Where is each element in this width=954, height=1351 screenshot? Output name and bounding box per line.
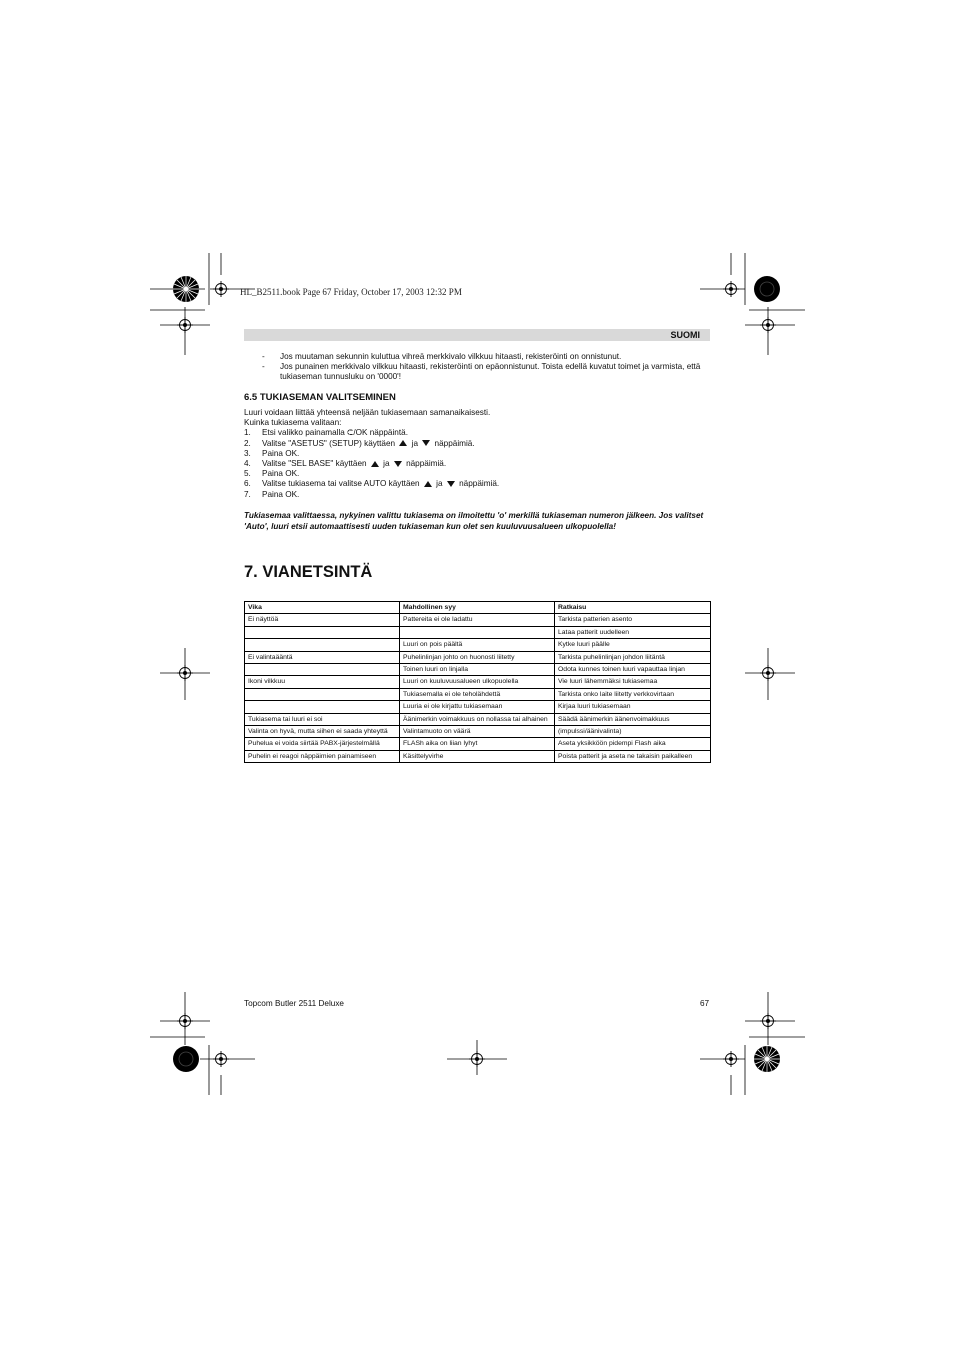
table-row [245,701,711,713]
table-cell: Aseta yksikköön pidempi Flash aika [555,738,711,750]
table-cell: Valinta on hyvä, mutta siihen ei saada yhteyttä [245,726,400,738]
table-cell: Tarkista puhelinlinjan johdon liitäntä [555,651,711,663]
table-row [245,713,711,725]
table-cell [400,626,555,638]
table-row [245,750,711,762]
table-cell: Poista patterit ja aseta ne takaisin paikalleen [555,750,711,762]
step-7: 7. Paina OK. [244,489,300,499]
bullet-text: Jos punainen merkkivalo vilkkuu hitaasti, rekisteröinti on epäonnistunut. Toista edellä kuvatut toimet ja varmista, että tukiaseman tunnusluku on '0000'! [280,362,701,382]
step-1: 1. Etsi valikko painamalla ⮈/OK näppäintä. [244,428,408,438]
chapter-heading: 7. VIANETSINTÄ [244,563,373,581]
table-cell: Äänimerkin voimakkuus on nollassa tai alhainen [400,713,555,725]
table-cell: Säädä äänimerkin äänenvoimakkuus [555,713,711,725]
table-row [245,676,711,688]
table-cell: Luuri on pois päältä [400,639,555,651]
down-arrow-icon [422,440,430,446]
up-arrow-icon [371,461,379,467]
section-heading: 6.5 TUKIASEMAN VALITSEMINEN [244,392,396,403]
table-cell: Kirjaa luuri tukiasemaan [555,701,711,713]
table-cell: (impulssi/äänivalinta) [555,726,711,738]
page-number: 67 [700,999,710,1008]
table-cell: Tarkista onko laite liitetty verkkovirtaan [555,688,711,700]
table-cell: Luuri on kuuluvuusalueen ulkopuolella [400,676,555,688]
table-row [245,664,711,676]
troubleshooting-table [244,601,711,763]
table-row [245,651,711,663]
table-cell: Pattereita ei ole ladattu [400,614,555,626]
table-cell: Valintamuoto on väärä [400,726,555,738]
table-cell: Vie luuri lähemmäksi tukiasemaa [555,676,711,688]
bullet-text: Jos muutaman sekunnin kuluttua vihreä merkkivalo vilkkuu hitaasti, rekisteröinti on onnistunut. [280,352,622,361]
table-cell [245,639,400,651]
table-row [245,738,711,750]
table-cell: Luuria ei ole kirjattu tukiasemaan [400,701,555,713]
table-cell: Ei valintaääntä [245,651,400,663]
note-text: Tukiasemaa valittaessa, nykyinen valittu tukiasema on ilmoitettu 'o' merkillä tukiaseman numeron jälkeen. Jos valitset 'Auto', luuri etsii automaattisesti uuden tukiaseman kun olet sen kuuluvuusalueen ulkopuolella! [244,511,704,531]
table-row [245,626,711,638]
table-cell [245,626,400,638]
column-header: Ratkaisu [555,602,711,614]
table-cell: Tarkista patterien asento [555,614,711,626]
table-cell: Puhelin ei reagoi näppäimien painamiseen [245,750,400,762]
table-row [245,639,711,651]
up-arrow-icon [399,440,407,446]
table-cell: Puhelua ei voida siirtää PABX-järjestelmällä [245,738,400,750]
table-cell: Ei näyttöä [245,614,400,626]
down-arrow-icon [447,481,455,487]
table-row [245,614,711,626]
print-header: HL_B2511.book Page 67 Friday, October 17, 2003 12:32 PM [240,287,462,297]
language-bar [244,329,710,341]
table-row [245,726,711,738]
column-header: Vika [245,602,400,614]
table-cell: Kytke luuri päälle [555,639,711,651]
step-6: 6. Valitse tukiasema tai valitse AUTO käyttäen ja näppäimiä. [244,479,500,489]
table-cell: Tukiasemalla ei ole teholähdettä [400,688,555,700]
instructions [244,408,704,500]
table-cell: Toinen luuri on linjalla [400,664,555,676]
footer-product: Topcom Butler 2511 Deluxe [244,999,344,1008]
bullet-dash: - [262,352,265,361]
table-cell: Puhelinlinjan johto on huonosti liitetty [400,651,555,663]
table-cell: Käsittelyvirhe [400,750,555,762]
table-cell: FLASh aika on liian lyhyt [400,738,555,750]
column-header: Mahdollinen syy [400,602,555,614]
table-cell: Ikoni vilkkuu [245,676,400,688]
step-2: 2. Valitse "ASETUS" (SETUP) käyttäen ja näppäimiä. [244,438,475,448]
table-header-row [245,602,711,614]
table-cell: Odota kunnes toinen luuri vapauttaa linjan [555,664,711,676]
up-arrow-icon [424,481,432,487]
table-row [245,688,711,700]
table-cell [245,701,400,713]
menu-key-icon: ⮈ [347,428,354,438]
bullet-dash: - [262,362,265,371]
intro-line: Kuinka tukiasema valitaan: [244,418,342,428]
intro-line: Luuri voidaan liittää yhteensä neljään tukiasemaan samanaikaisesti. [244,408,491,417]
table-cell: Lataa patterit uudelleen [555,626,711,638]
table-cell: Tukiasema tai luuri ei soi [245,713,400,725]
down-arrow-icon [394,461,402,467]
table-cell [245,688,400,700]
language-label: SUOMI [670,330,700,340]
step-5: 5. Paina OK. [244,469,300,479]
step-3: 3. Paina OK. [244,448,300,458]
table-cell [245,664,400,676]
step-4: 4. Valitse "SEL BASE" käyttäen ja näppäimiä. [244,458,447,468]
